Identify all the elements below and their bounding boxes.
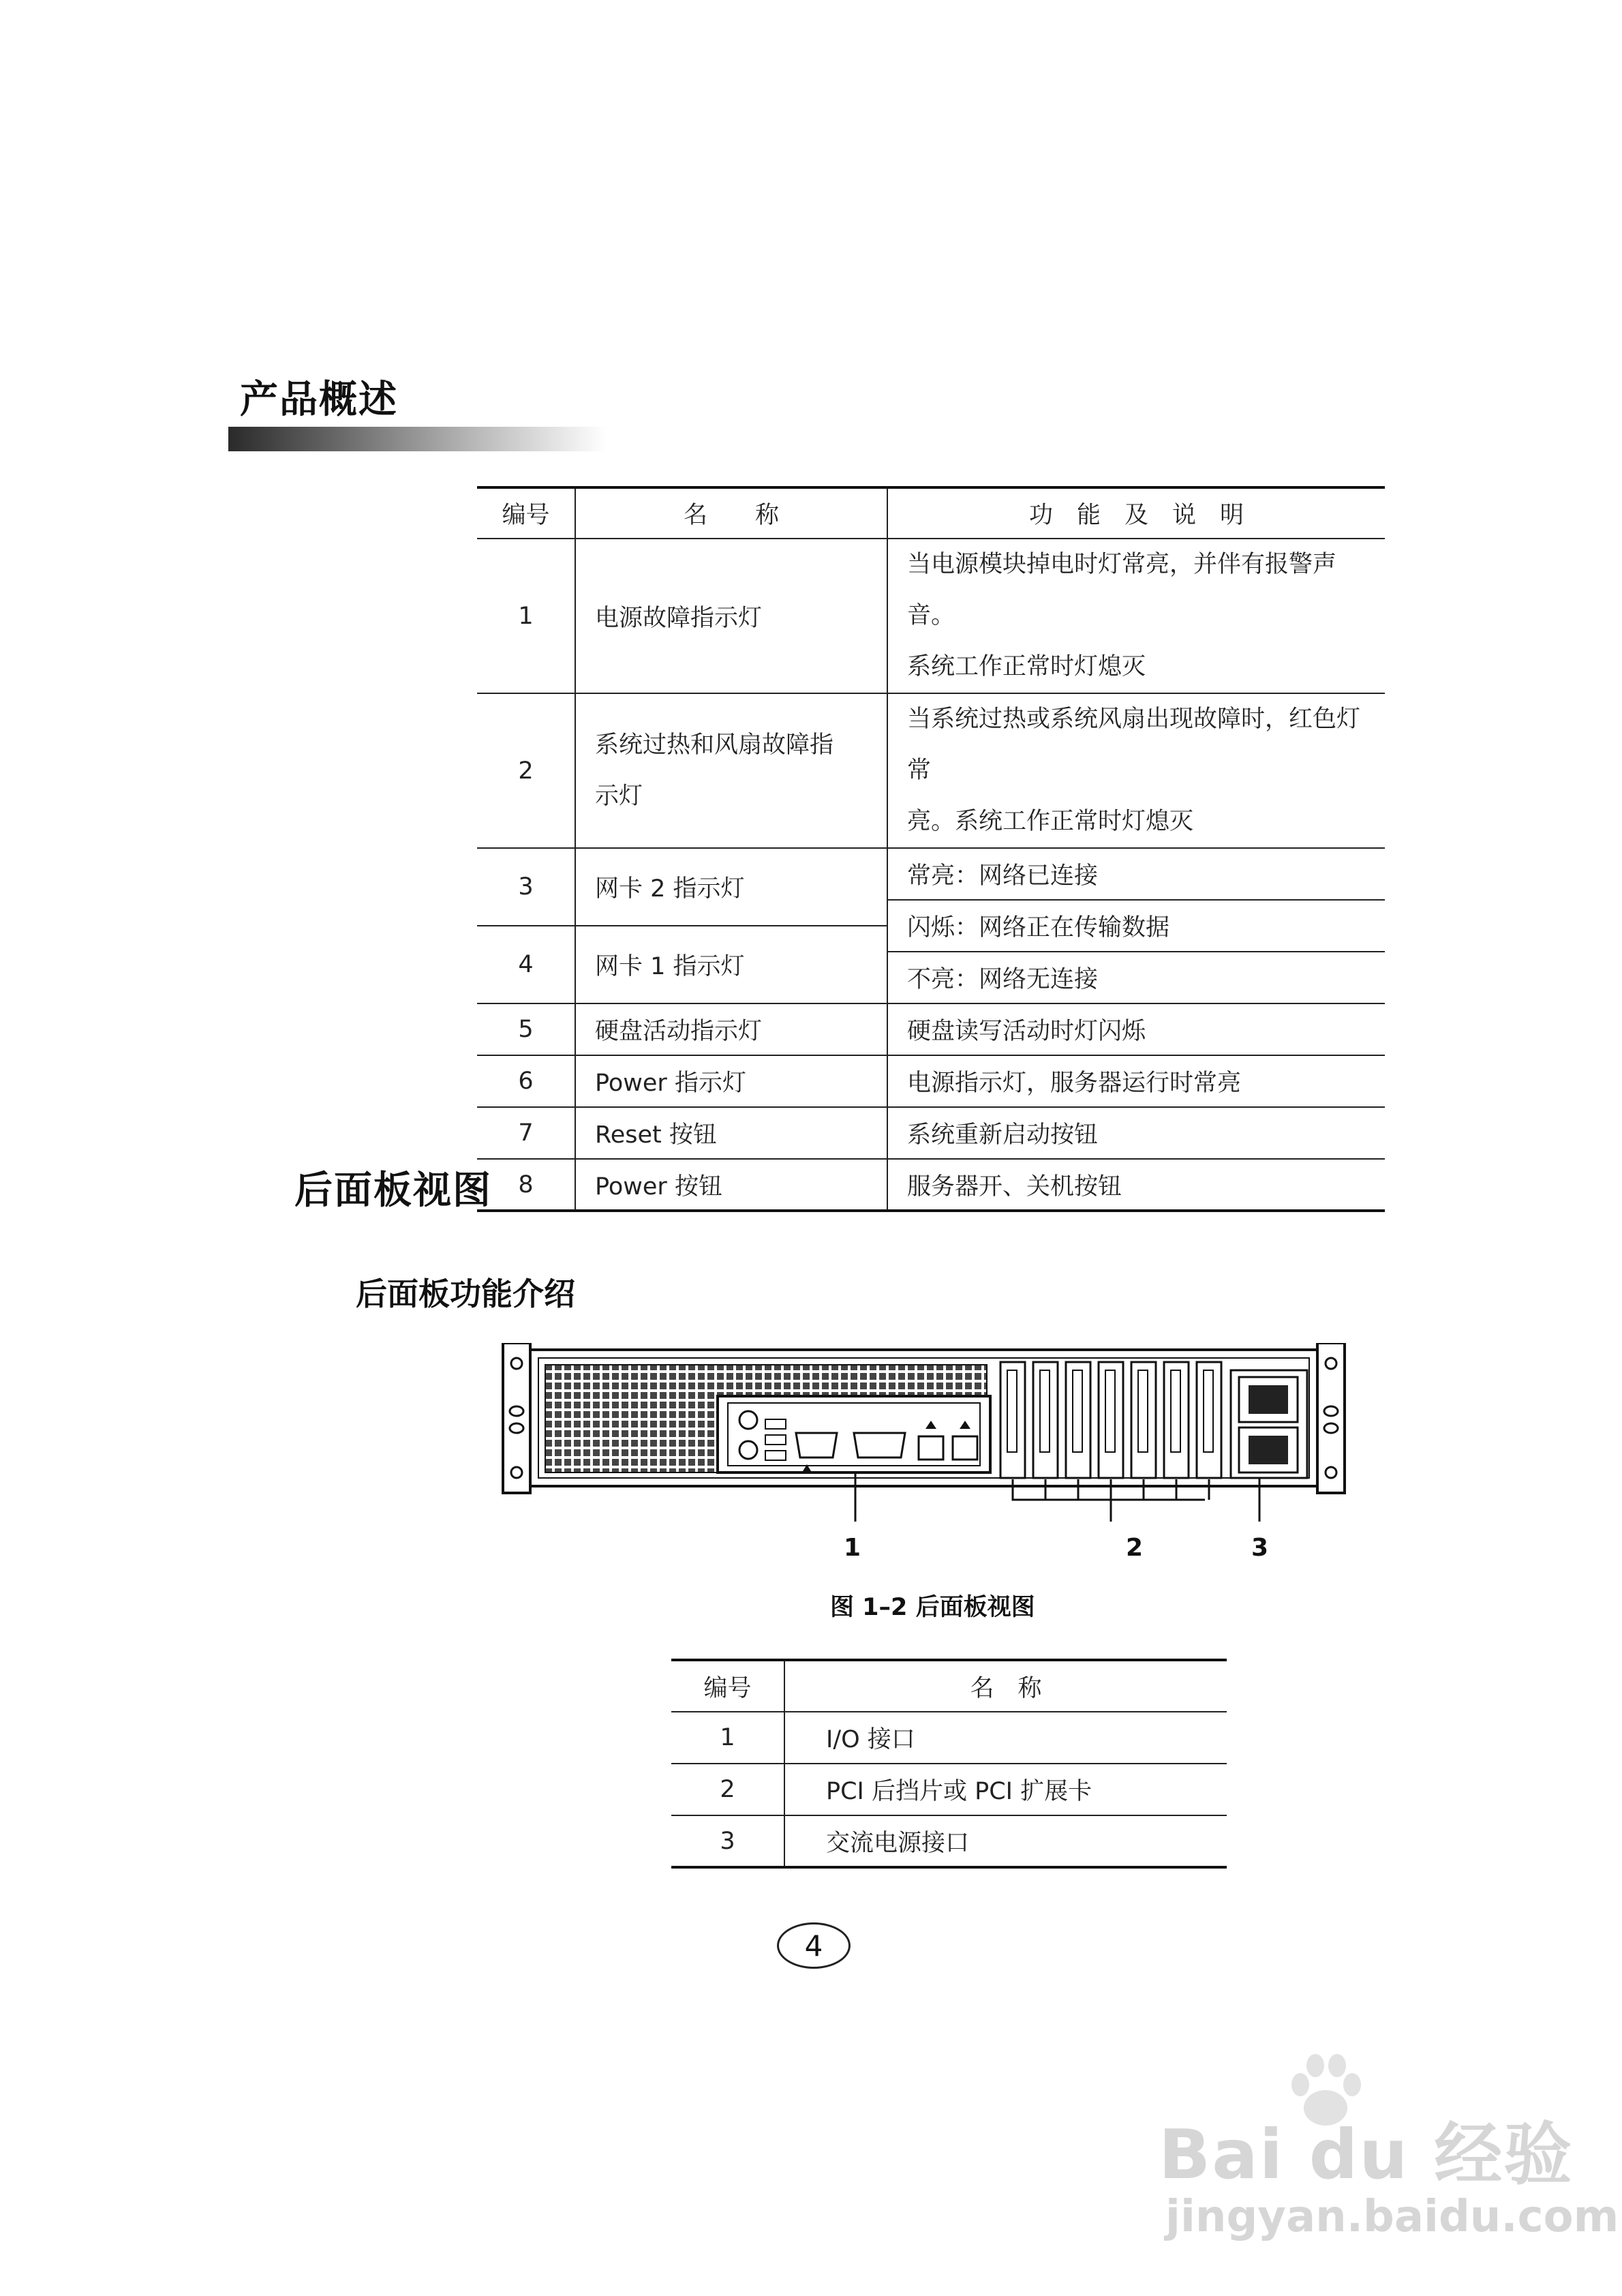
ps2-port-mouse [739, 1441, 757, 1459]
cell-nic-state: 常亮：网络已连接 [887, 848, 1385, 900]
cell-num: 1 [477, 539, 575, 693]
table-header-row [477, 487, 1385, 539]
section-underline-gradient [228, 427, 607, 451]
pci-slots [1000, 1362, 1221, 1478]
right-rack-ear [1317, 1343, 1345, 1493]
cell-name: 电源故障指示灯 [575, 539, 887, 693]
desc-line: 系统工作正常时灯熄灭 [907, 653, 1146, 680]
cell-name: 硬盘活动指示灯 [575, 1003, 887, 1055]
cell-num: 8 [477, 1159, 575, 1211]
indicator-table [477, 486, 1385, 1212]
table-row [671, 1764, 1227, 1815]
desc-line: 当电源模块掉电时灯常亮，并伴有报警声音。 [907, 551, 1337, 629]
cell-name: Power 指示灯 [575, 1055, 887, 1107]
usb-port [765, 1451, 786, 1460]
page-number: 4 [777, 1922, 851, 1969]
name-line: 示灯 [595, 782, 643, 810]
cell-nic-state: 闪烁：网络正在传输数据 [887, 900, 1385, 952]
header-name: 名 称 [575, 487, 887, 539]
table-row [477, 1055, 1385, 1107]
left-rack-ear [503, 1343, 530, 1493]
ps2-port-kb [739, 1411, 757, 1429]
cell-name [575, 693, 887, 848]
watermark-brand: Bai du 经验 [1159, 2115, 1574, 2194]
cell-nic-state: 不亮：网络无连接 [887, 952, 1385, 1003]
rear-panel-table [671, 1659, 1227, 1869]
desc-line: 亮。系统工作正常时灯熄灭 [907, 808, 1194, 835]
cell-desc: 系统重新启动按钮 [887, 1107, 1385, 1159]
cell-num: 6 [477, 1055, 575, 1107]
figure-caption: 图 1–2 后面板视图 [830, 1594, 1035, 1621]
vga-port [854, 1433, 905, 1457]
rj45-port-2 [953, 1436, 977, 1460]
table-row [477, 693, 1385, 848]
cell-desc [887, 693, 1385, 848]
desc-line: 当系统过热或系统风扇出现故障时，红色灯常 [907, 706, 1361, 784]
cell-num: 4 [477, 926, 575, 1003]
table-row [671, 1815, 1227, 1867]
serial-port [796, 1433, 837, 1457]
cell-name: Reset 按钮 [575, 1107, 887, 1159]
table-row [477, 1159, 1385, 1211]
table-header-row [671, 1660, 1227, 1712]
callout-1: 1 [844, 1534, 861, 1562]
table-row [477, 848, 1385, 900]
name-line: 系统过热和风扇故障指 [595, 731, 834, 759]
header-desc: 功 能 及 说 明 [887, 487, 1385, 539]
cell-num: 1 [671, 1712, 784, 1764]
rj45-port-1 [919, 1436, 943, 1460]
rear-panel-diagram [496, 1343, 1355, 1568]
section-title-rear-panel: 后面板视图 [294, 1168, 492, 1213]
cell-desc: 电源指示灯，服务器运行时常亮 [887, 1055, 1385, 1107]
table-row [477, 539, 1385, 693]
cell-name: Power 按钮 [575, 1159, 887, 1211]
usb-port [765, 1419, 786, 1429]
callout-2: 2 [1126, 1534, 1144, 1562]
header-name: 名 称 [784, 1660, 1227, 1712]
cell-name: 网卡 1 指示灯 [575, 926, 887, 1003]
table-row [671, 1712, 1227, 1764]
cell-desc [887, 539, 1385, 693]
callout-3: 3 [1251, 1534, 1269, 1562]
watermark-url: jingyan.baidu.com [1165, 2192, 1619, 2242]
cell-num: 2 [477, 693, 575, 848]
cell-num: 2 [671, 1764, 784, 1815]
cell-name: 网卡 2 指示灯 [575, 848, 887, 926]
cell-desc: 硬盘读写活动时灯闪烁 [887, 1003, 1385, 1055]
cell-name: 交流电源接口 [826, 1829, 970, 1857]
cell-num: 5 [477, 1003, 575, 1055]
usb-port [765, 1435, 786, 1445]
section-title-product-overview: 产品概述 [240, 378, 398, 422]
cell-num: 3 [671, 1815, 784, 1867]
header-num: 编号 [671, 1660, 784, 1712]
subsection-title-rear-panel-functions: 后面板功能介绍 [356, 1275, 575, 1312]
table-row [477, 1107, 1385, 1159]
cell-name: I/O 接口 [784, 1712, 1227, 1764]
cell-name: PCI 后挡片或 PCI 扩展卡 [784, 1764, 1227, 1815]
header-num: 编号 [477, 487, 575, 539]
table-row [477, 1003, 1385, 1055]
cell-num: 3 [477, 848, 575, 926]
cell-desc: 服务器开、关机按钮 [907, 1173, 1122, 1200]
cell-num: 7 [477, 1107, 575, 1159]
